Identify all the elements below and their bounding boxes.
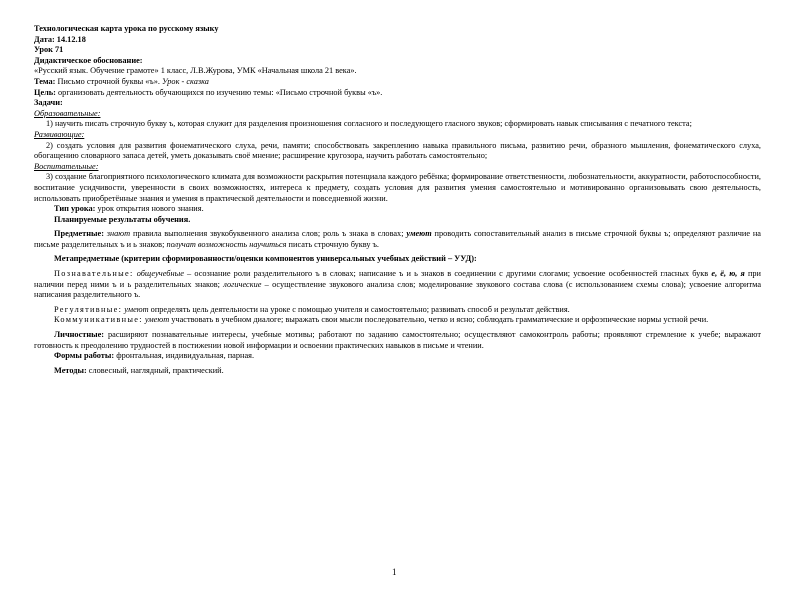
- personal-label: Личностные:: [54, 330, 105, 340]
- cognitive-letters: е, ё, ю, я: [711, 269, 745, 279]
- goal-label: Цель:: [34, 87, 56, 97]
- cognitive-general: общеучебные: [133, 269, 184, 279]
- communicative-can: умеют: [142, 315, 170, 325]
- topic-text: Письмо строчной буквы «ъ».: [55, 76, 160, 86]
- subject-text-3: писать строчную букву ъ.: [286, 239, 380, 249]
- personal-text: расширяют познавательные интересы, учебные мотивы; работают по заданию самостоятельно; осуществляют самоконтроль работы; проявляют стремление к учебе; выражают готовность к преодолению трудностей в постижении новой информации и освоении практических навыков в письме и чтении.: [34, 330, 761, 350]
- upbringing-task: 3) создание благоприятного психологического климата для возможности раскрытия потенциала каждого ребёнка; формирование ответственности, любознательности, аккуратности, работоспособности, воспитание усидчивости, уверенности в своих возможностях, интереса к предмету, создать условия для развития умения самостоятельно и мотивированно организовывать свою деятельность, использовать приобретённые знания и умения в практической деятельности и повседневной жизни.: [34, 172, 761, 203]
- subject-label: Предметные:: [54, 229, 104, 239]
- communicative-label: Коммуникативные:: [54, 315, 143, 325]
- goal-line: [34, 88, 761, 99]
- cognitive-results: [34, 269, 761, 301]
- page-number: 1: [392, 567, 397, 577]
- regulatory-label: Регулятивные:: [54, 304, 123, 314]
- date-line: Дата: 14.12.18: [34, 34, 86, 44]
- subject-text-2: проводить сопоставительный анализ в письме строчной буквы ъ; определяют различие на письме разделительных ъ и ь знаков;: [34, 229, 761, 249]
- tasks-label: Задачи:: [34, 98, 63, 108]
- subject-can: умеют: [406, 229, 432, 239]
- educational-label: Образовательные:: [34, 108, 101, 118]
- goal-text: организовать деятельность обучающихся по изучению темы: «Письмо строчной буквы «ъ».: [55, 87, 383, 97]
- cognitive-label: Познавательные:: [54, 269, 134, 279]
- topic-type: Урок - сказка: [159, 76, 209, 86]
- topic-label: Тема:: [34, 76, 56, 86]
- topic-line: [34, 77, 761, 88]
- developmental-label: Развивающие:: [34, 129, 85, 139]
- subject-know: знают: [103, 229, 131, 239]
- communicative-results: [34, 315, 761, 326]
- personal-results: [34, 330, 761, 351]
- forms-line: [34, 351, 761, 362]
- regulatory-results: [34, 305, 761, 316]
- upbringing-label: Воспитательные:: [34, 161, 99, 171]
- regulatory-text: определять цель деятельности на уроке с помощью учителя и самостоятельно; развивать способ и результат действия.: [148, 304, 570, 314]
- subject-chance: получат возможность научиться: [166, 239, 287, 249]
- didactic-label: Дидактическое обоснование:: [34, 55, 143, 65]
- lesson-type-text: урок открытия нового знания.: [95, 204, 204, 214]
- developmental-task: 2) создать условия для развития фонематического слуха, речи, памяти; способствовать закреплению навыка правильного письма, развитию речи, образного мышления, фонематического слуха, обогащению словарного запаса детей, уметь доказывать своё мнение; расширение кругозора, научить работать самостоятельно;: [34, 140, 761, 161]
- cognitive-logical: логические: [223, 279, 262, 289]
- cognitive-text-1: – осознание роли разделительного ъ в словах; написание ъ и ь знаков в соединении с другими слогами; усвоение особенностей гласных букв: [183, 269, 712, 279]
- communicative-text: участвовать в учебном диалоге; выражать свои мысли последовательно, четко и ясно; соблюдать грамматические и орфоэпические нормы устной речи.: [169, 315, 709, 325]
- forms-text: фронтальная, индивидуальная, парная.: [114, 351, 255, 361]
- cognitive-text-2: при наличии перед ними ъ и ь разделительных знаков;: [34, 269, 761, 289]
- planned-results-label: Планируемые результаты обучения.: [54, 214, 191, 224]
- document-page: [34, 24, 761, 376]
- cognitive-text-3: – осуществление звукового анализа слов; моделирование звукового состава слова (с использованием схемы слова); усвоение алгоритма написания разделительного ъ.: [34, 279, 761, 300]
- methods-label: Методы:: [54, 365, 87, 375]
- forms-label: Формы работы:: [54, 351, 115, 361]
- regulatory-can: умеют: [122, 304, 149, 314]
- meta-subject-label: Метапредметные (критерии сформированности/оценки компонентов универсальных учебных действий – УУД):: [54, 254, 477, 264]
- lesson-number: Урок 71: [34, 45, 64, 55]
- educational-task: 1) научить писать строчную букву ъ, которая служит для разделения произношения согласного и последующего гласного звуков; сформировать навык списывания с печатного текста;: [46, 119, 692, 129]
- subject-results: [34, 229, 761, 250]
- lesson-type-label: Тип урока:: [54, 204, 96, 214]
- document-title: Технологическая карта урока по русскому языку: [34, 24, 219, 33]
- lesson-type-line: [34, 204, 761, 215]
- methods-text: словесный, наглядный, практический.: [86, 365, 224, 375]
- methods-line: [34, 366, 761, 377]
- textbook-line: «Русский язык. Обучение грамоте» 1 класс, Л.В.Журова, УМК «Начальная школа 21 века».: [34, 66, 357, 76]
- subject-text-1: правила выполнения звукобуквенного анализа слов; роль ъ знака в словах;: [130, 229, 407, 239]
